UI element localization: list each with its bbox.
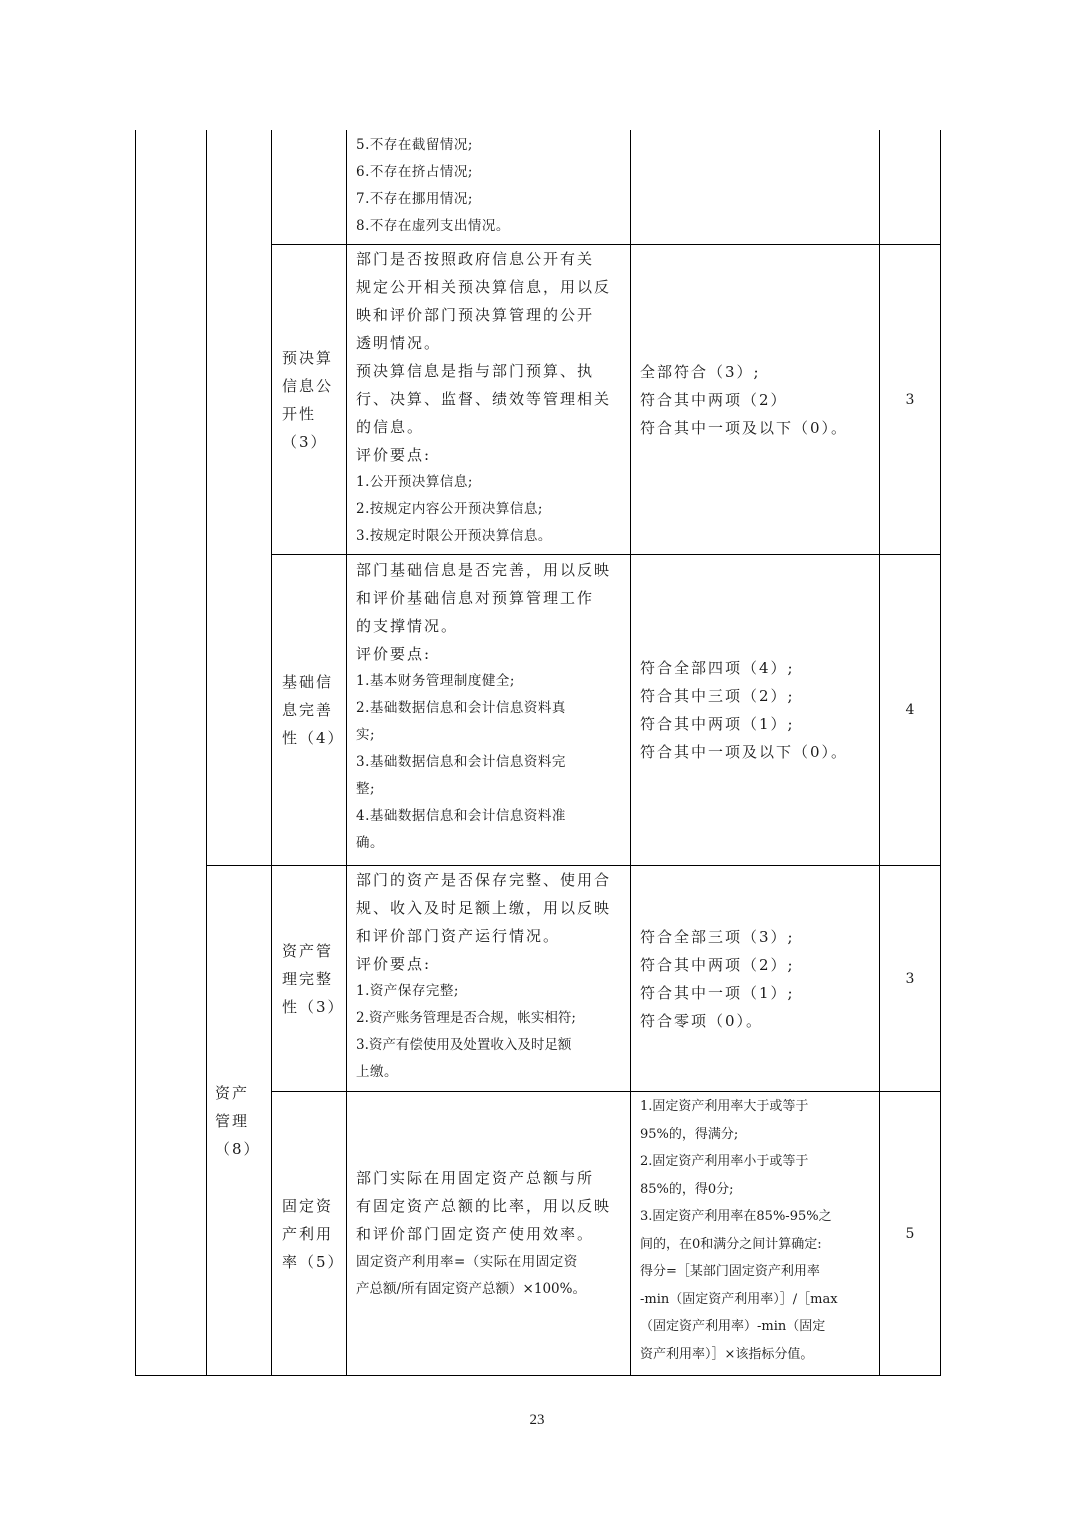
criteria-line: （固定资产利用率）-min（固定: [640, 1319, 826, 1334]
explanation-line: 评价要点:: [356, 645, 432, 663]
indicator-line: 性（3）: [282, 997, 345, 1016]
explanation-line: 映和评价部门预决算管理的公开: [356, 306, 595, 324]
explanation-line: 部门基础信息是否完善，用以反映: [356, 561, 612, 579]
indicator-line: 固定资: [282, 1196, 334, 1215]
explanation-line: 上缴。: [356, 1064, 398, 1080]
explanation-line: 预决算信息是指与部门预算、执: [356, 362, 595, 380]
explanation-line: 4.基础数据信息和会计信息资料准: [356, 808, 566, 824]
criteria-line: 7.不存在挪用情况;: [356, 191, 473, 207]
criteria-line: 符合其中一项及以下（0）。: [640, 418, 849, 437]
score-cell: 4: [905, 702, 915, 718]
explanation-line: 和评价部门资产运行情况。: [356, 927, 561, 945]
criteria-cell: [640, 866, 876, 1091]
indicator-cell: [272, 866, 346, 1091]
explanation-line: 部门是否按照政府信息公开有关: [356, 250, 595, 268]
column-divider-4: [630, 130, 631, 1376]
criteria-line: 95%的，得满分;: [640, 1126, 739, 1142]
explanation-line: 部门的资产是否保存完整、使用合: [356, 871, 612, 889]
explanation-line: 确。: [356, 835, 384, 851]
table-border-left: [135, 130, 136, 1376]
indicator-line: 基础信: [282, 673, 334, 691]
score-cell: 3: [905, 391, 915, 408]
explanation-line: 透明情况。: [356, 334, 442, 352]
explanation-line: 和评价基础信息对预算管理工作: [356, 589, 595, 607]
criteria-line: 符合零项（0）。: [640, 1011, 764, 1030]
criteria-line: 符合其中两项（2）;: [640, 955, 795, 974]
criteria-line: 8.不存在虚列支出情况。: [356, 218, 510, 234]
criteria-cell: [640, 555, 876, 865]
group-line: （8）: [215, 1139, 261, 1158]
explanation-cell: [356, 556, 628, 857]
criteria-line: 符合全部四项（4）;: [640, 659, 795, 677]
indicator-line: 理完整: [282, 969, 334, 988]
explanation-line: 2.基础数据信息和会计信息资料真: [356, 700, 566, 716]
indicator-line: 息完善: [282, 701, 334, 719]
column-divider-3: [346, 130, 347, 1376]
explanation-line: 行、决算、监督、绩效等管理相关: [356, 390, 612, 408]
explanation-cell: [356, 1092, 628, 1375]
table-border-right: [940, 130, 941, 1376]
group-line: 资产: [215, 1083, 250, 1102]
indicator-line: 信息公: [282, 376, 334, 395]
indicator-line: 预决算: [282, 348, 334, 367]
indicator-cell: [272, 1092, 346, 1375]
criteria-line: 全部符合（3）;: [640, 362, 761, 381]
criteria-continuation-cell: [356, 132, 626, 240]
criteria-line: 符合其中两项（2）: [640, 390, 788, 409]
explanation-cell: [356, 866, 628, 1086]
explanation-line: 有固定资产总额的比率，用以反映: [356, 1197, 612, 1215]
criteria-line: 间的，在0和满分之间计算确定:: [640, 1236, 822, 1252]
criteria-line: 符合其中两项（1）;: [640, 715, 795, 733]
explanation-line: 规、收入及时足额上缴，用以反映: [356, 899, 612, 917]
explanation-line: 评价要点:: [356, 446, 432, 464]
indicator-line: 性（4）: [282, 729, 345, 747]
score-cell: 3: [905, 970, 915, 987]
criteria-line: 得分=［某部门固定资产利用率: [640, 1264, 820, 1279]
indicator-line: 率（5）: [282, 1252, 345, 1271]
criteria-line: 符合其中一项及以下（0）。: [640, 743, 849, 761]
page-number: 23: [529, 1412, 545, 1428]
explanation-line: 1.基本财务管理制度健全;: [356, 673, 515, 689]
explanation-cell: [356, 245, 628, 550]
group-cell: [207, 866, 271, 1375]
criteria-line: 符合其中三项（2）;: [640, 687, 795, 705]
explanation-line: 的信息。: [356, 418, 425, 436]
explanation-line: 固定资产利用率=（实际在用固定资: [356, 1254, 578, 1270]
explanation-line: 的支撑情况。: [356, 617, 459, 635]
explanation-line: 部门实际在用固定资产总额与所: [356, 1169, 595, 1187]
explanation-line: 2.按规定内容公开预决算信息;: [356, 501, 543, 517]
explanation-line: 2.资产账务管理是否合规，帐实相符;: [356, 1010, 576, 1026]
criteria-line: 符合全部三项（3）;: [640, 927, 795, 946]
explanation-line: 实;: [356, 727, 376, 743]
explanation-line: 评价要点:: [356, 955, 432, 973]
explanation-line: 1.资产保存完整;: [356, 983, 459, 999]
indicator-cell: [272, 555, 346, 865]
criteria-line: -min（固定资产利用率）］/［max: [640, 1291, 838, 1307]
explanation-line: 规定公开相关预决算信息，用以反: [356, 278, 612, 296]
criteria-line: 85%的，得0分;: [640, 1181, 734, 1197]
criteria-line: 2.固定资产利用率小于或等于: [640, 1154, 809, 1169]
score-cell: 5: [905, 1225, 915, 1242]
explanation-line: 3.基础数据信息和会计信息资料完: [356, 754, 566, 770]
group-line: 管理: [215, 1111, 250, 1130]
indicator-line: 产利用: [282, 1224, 334, 1243]
explanation-line: 3.资产有偿使用及处置收入及时足额: [356, 1037, 572, 1053]
criteria-line: 资产利用率）］×该指标分值。: [640, 1346, 814, 1362]
table-border-bottom: [135, 1375, 941, 1376]
criteria-line: 符合其中一项（1）;: [640, 983, 795, 1002]
indicator-line: （3）: [282, 432, 328, 451]
criteria-cell: [640, 245, 876, 554]
explanation-line: 和评价部门固定资产使用效率。: [356, 1225, 595, 1243]
indicator-cell: [272, 245, 346, 554]
criteria-line: 3.固定资产利用率在85%-95%之: [640, 1209, 832, 1224]
indicator-line: 资产管: [282, 941, 334, 960]
criteria-line: 5.不存在截留情况;: [356, 137, 473, 153]
explanation-line: 产总额/所有固定资产总额）×100%。: [356, 1281, 586, 1297]
criteria-line: 1.固定资产利用率大于或等于: [640, 1099, 809, 1114]
explanation-line: 1.公开预决算信息;: [356, 474, 473, 490]
explanation-line: 整;: [356, 781, 376, 797]
indicator-line: 开性: [282, 404, 317, 423]
criteria-line: 6.不存在挤占情况;: [356, 164, 473, 180]
explanation-line: 3.按规定时限公开预决算信息。: [356, 528, 552, 544]
criteria-cell: [640, 1093, 878, 1368]
